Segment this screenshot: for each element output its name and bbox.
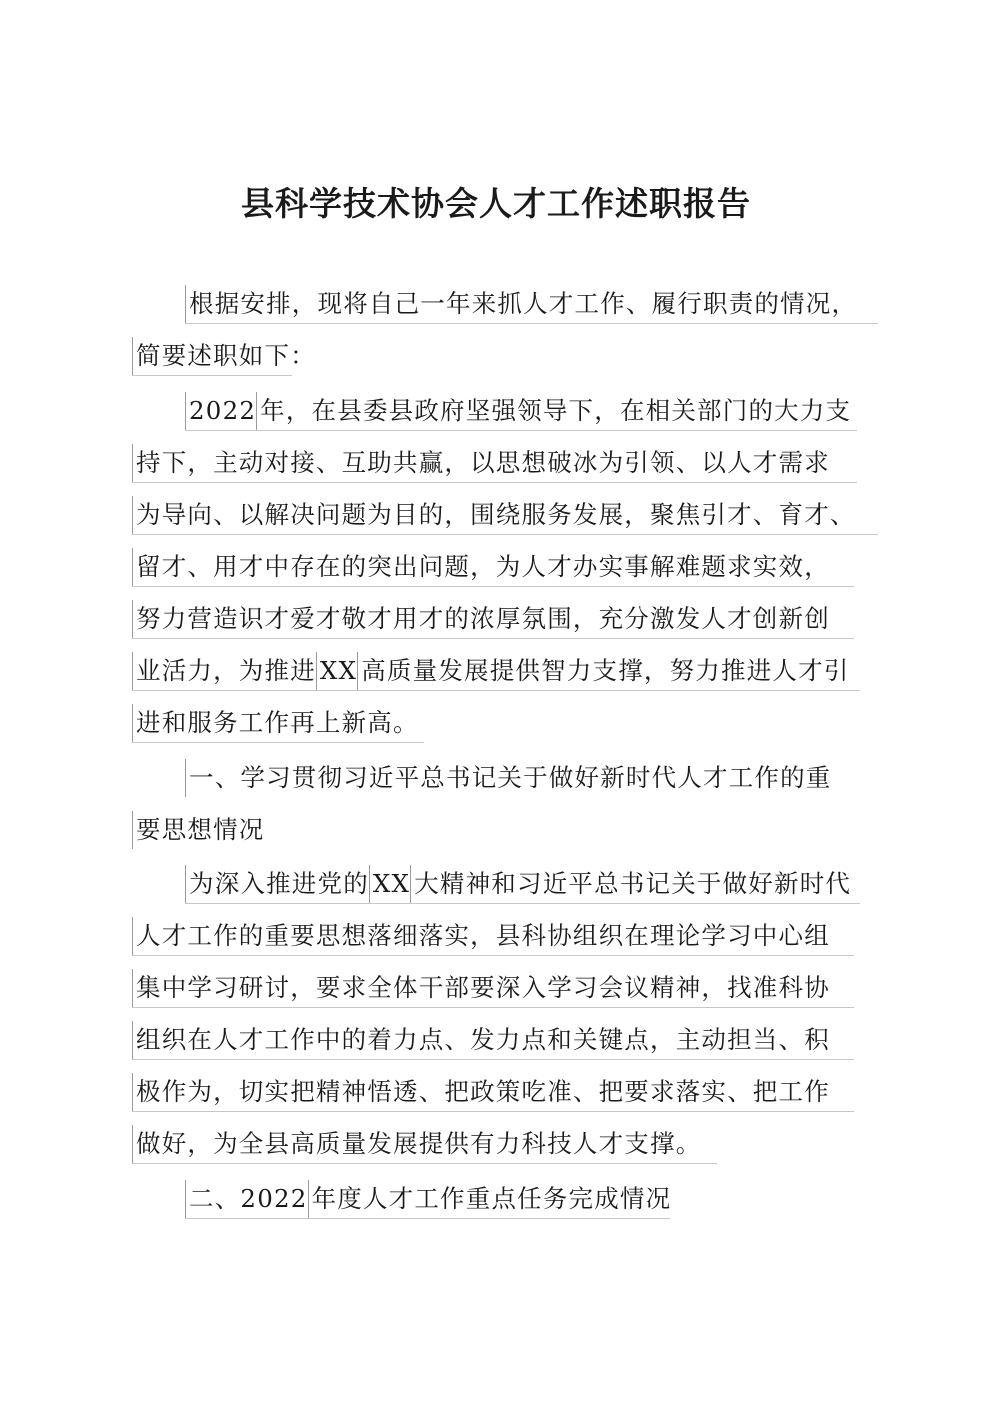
text-run: 二、: [185, 1180, 240, 1218]
paragraph-2-line-4: [132, 548, 854, 587]
text-run: 组织在人才工作中的着力点、发力点和关键点，主动担当、积: [132, 1021, 830, 1059]
text-run: 极作为，切实把精神悟透、把政策吃准、把要求落实、把工作: [132, 1073, 830, 1111]
paragraph-2-line-1: [185, 392, 857, 431]
paragraph-2-line-2: [132, 444, 857, 483]
text-run: 人才工作的重要思想落细落实，县科协组织在理论学习中心组: [132, 917, 830, 955]
text-run: 一、学习贯彻习近平总书记关于做好新时代人才工作的重: [185, 759, 832, 797]
text-run: 高质量发展提供智力支撑，努力推进人才引: [357, 652, 849, 690]
paragraph-1-line-2: [132, 337, 316, 376]
text-run: 做好，为全县高质量发展提供有力科技人才支撑。: [132, 1125, 701, 1163]
paragraph-2-line-7: [132, 704, 424, 743]
paragraph-2-line-6: [132, 652, 860, 691]
text-run: 业活力，为推进: [132, 652, 316, 690]
text-run: 进和服务工作再上新高。: [132, 704, 419, 742]
section-heading-1-line-2: [132, 811, 272, 849]
paragraph-2-line-5: [132, 600, 854, 639]
text-run: 留才、用才中存在的突出问题，为人才办实事解难题求实效，: [132, 548, 830, 586]
text-run: 集中学习研讨，要求全体干部要深入学习会议精神，找准科协: [132, 969, 830, 1007]
paragraph-3-line-6: [132, 1125, 717, 1164]
text-run: 年度人才工作重点任务完成情况: [308, 1180, 672, 1218]
paragraph-3-line-3: [132, 969, 854, 1008]
text-run: 为导向、以解决问题为目的，围绕服务发展，聚焦引才、育才、: [132, 496, 856, 534]
text-run: 简要述职如下：: [132, 337, 316, 375]
text-run: 2022: [185, 392, 256, 430]
section-heading-1-line-1: [185, 759, 857, 797]
text-run: XX: [369, 865, 410, 903]
text-run: 为深入推进党的: [185, 865, 369, 903]
paragraph-1-line-1: [185, 285, 878, 324]
text-run: XX: [316, 652, 357, 690]
section-heading-2: [185, 1180, 670, 1219]
text-run: 大精神和习近平总书记关于做好新时代: [410, 865, 851, 903]
text-run: 根据安排，现将自己一年来抓人才工作、履行职责的情况，: [185, 285, 857, 323]
document-title: 县科学技术协会人才工作述职报告: [241, 184, 751, 223]
text-run: 持下，主动对接、互助共赢，以思想破冰为引领、以人才需求: [132, 444, 830, 482]
paragraph-3-line-2: [132, 917, 854, 956]
paragraph-3-line-5: [132, 1073, 854, 1112]
text-run: 年，在县委县政府坚强领导下，在相关部门的大力支: [256, 392, 851, 430]
text-run: 要思想情况: [132, 811, 265, 849]
paragraph-3-line-4: [132, 1021, 854, 1060]
text-run: 2022: [240, 1184, 308, 1213]
paragraph-3-line-1: [185, 865, 860, 904]
paragraph-2-line-3: [132, 496, 878, 535]
text-run: 努力营造识才爱才敬才用才的浓厚氛围，充分激发人才创新创: [132, 600, 830, 638]
